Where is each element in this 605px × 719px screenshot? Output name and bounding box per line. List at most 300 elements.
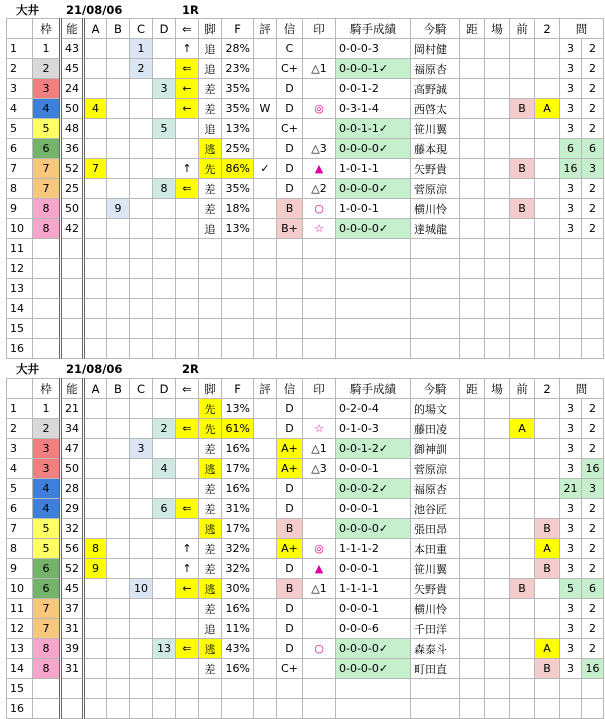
jockey-record: 0-0-0-1 [339,462,379,475]
row-number-cell: 10 [7,219,33,239]
hyo-cell [254,519,277,539]
column-header: 場 [485,379,510,399]
race-block-1 [6,0,598,355]
shirushi-cell [303,519,336,539]
arrow-cell [176,119,199,139]
column-header: 距 [460,19,485,39]
row-number-cell: 16 [7,339,33,359]
waku-cell: 2 [33,59,61,79]
kan2-cell: 2 [582,39,604,59]
c-cell [130,139,153,159]
check-icon: ✓ [378,122,389,135]
f-cell: 18% [222,199,254,219]
kyaku-cell [199,299,222,319]
ba-cell [485,659,510,679]
kan1-cell: 3 [560,639,582,659]
hyo-cell [254,439,277,459]
table-row[interactable] [7,659,604,679]
waku-cell: 7 [33,619,61,639]
jockey-record: 0-0-0-0 [339,222,379,235]
nou-cell: 52 [61,559,84,579]
nou-cell [61,299,84,319]
nou-cell: 43 [61,39,84,59]
f-cell: 35% [222,179,254,199]
mae-cell [510,439,535,459]
d-cell [153,39,176,59]
shin-cell [277,239,303,259]
kyori-cell [460,599,485,619]
table-row[interactable] [7,619,604,639]
b-cell [107,419,130,439]
table-row[interactable] [7,599,604,619]
table-row[interactable] [7,479,604,499]
nou-cell: 28 [61,479,84,499]
kyaku-cell: 差 [199,559,222,579]
column-header: A [84,19,107,39]
mae-cell [510,119,535,139]
hyo-cell [254,479,277,499]
column-header: 枠 [33,379,61,399]
d-cell: 3 [153,79,176,99]
f-cell: 13% [222,399,254,419]
c-cell: 10 [130,579,153,599]
seiseki-cell [336,259,411,279]
hyo-cell [254,579,277,599]
nou-cell: 29 [61,499,84,519]
kyori-cell [460,579,485,599]
b-cell [107,39,130,59]
nou-cell: 50 [61,459,84,479]
nou-cell: 32 [61,519,84,539]
kan2-cell: 6 [582,139,604,159]
arrow-cell [176,199,199,219]
ba-cell [485,599,510,619]
check-icon: ✓ [378,222,389,235]
jockey-record: 1-1-1-1 [339,582,379,595]
column-header: 騎手成績 [336,19,411,39]
table-row[interactable] [7,179,604,199]
waku-cell: 8 [33,659,61,679]
mae-cell [510,459,535,479]
shin-cell [277,279,303,299]
table-row[interactable] [7,519,604,539]
arrow-cell [176,259,199,279]
shin-cell: D [277,179,303,199]
kan1-cell: 3 [560,79,582,99]
shin-cell [277,299,303,319]
d-cell [153,559,176,579]
hyo-cell [254,339,277,359]
kyori-cell [460,519,485,539]
table-row[interactable] [7,339,604,359]
c-cell [130,559,153,579]
column-header: 間 [560,379,604,399]
ba-cell [485,299,510,319]
check-icon: ✓ [378,442,389,455]
b-cell [107,439,130,459]
kyori-cell [460,239,485,259]
table-row[interactable] [7,139,604,159]
shin-cell: D [277,619,303,639]
row-number-cell: 13 [7,279,33,299]
waku-cell: 7 [33,599,61,619]
kan1-cell: 21 [560,479,582,499]
kan1-cell: 3 [560,439,582,459]
arrow-cell: ← [176,99,199,119]
ni-cell [535,59,560,79]
d-cell: 4 [153,459,176,479]
a-cell [84,399,107,419]
d-cell [153,239,176,259]
a-cell [84,619,107,639]
kyaku-cell: 逃 [199,519,222,539]
table-row[interactable] [7,79,604,99]
ni-cell: A [535,99,560,119]
kishu-cell: 岡村健 [411,39,460,59]
kyaku-cell: 差 [199,179,222,199]
column-header: 2 [535,19,560,39]
table-row[interactable] [7,499,604,519]
shin-cell: A+ [277,539,303,559]
f-cell: 16% [222,599,254,619]
column-header: ⇐ [176,379,199,399]
seiseki-cell [336,139,411,159]
hyo-cell [254,239,277,259]
table-row[interactable] [7,59,604,79]
d-cell [153,99,176,119]
waku-cell: 7 [33,179,61,199]
kan2-cell: 2 [582,99,604,119]
shirushi-cell [303,619,336,639]
shirushi-cell: ▲ [303,559,336,579]
kan1-cell [560,239,582,259]
table-row[interactable] [7,539,604,559]
ni-cell: A [535,539,560,559]
column-header: 今騎 [411,379,460,399]
seiseki-cell [336,499,411,519]
f-cell: 16% [222,439,254,459]
table-row[interactable] [7,459,604,479]
check-icon: ✓ [378,482,389,495]
arrow-cell: ⇐ [176,179,199,199]
kyori-cell [460,339,485,359]
d-cell: 5 [153,119,176,139]
table-row[interactable] [7,679,604,699]
kishu-cell: 的場文 [411,399,460,419]
arrow-cell: ← [176,579,199,599]
column-header: 枠 [33,19,61,39]
d-cell [153,259,176,279]
table-row[interactable] [7,639,604,659]
a-cell [84,579,107,599]
table-row[interactable] [7,119,604,139]
shirushi-cell: ○ [303,199,336,219]
mae-cell [510,219,535,239]
mae-cell [510,539,535,559]
c-cell [130,219,153,239]
a-cell [84,79,107,99]
table-row[interactable] [7,159,604,179]
mae-cell [510,479,535,499]
column-header: 印 [303,379,336,399]
d-cell [153,439,176,459]
d-cell [153,339,176,359]
row-number-cell: 14 [7,659,33,679]
kishu-cell: 藤田凌 [411,419,460,439]
c-cell [130,259,153,279]
kan1-cell: 3 [560,59,582,79]
mae-cell [510,519,535,539]
nou-cell: 48 [61,119,84,139]
d-cell [153,159,176,179]
c-cell [130,79,153,99]
shin-cell: D [277,99,303,119]
shin-cell: D [277,79,303,99]
shirushi-cell [303,279,336,299]
kyaku-cell: 差 [199,439,222,459]
c-cell [130,199,153,219]
column-header: 評 [254,19,277,39]
column-header: D [153,19,176,39]
arrow-cell [176,599,199,619]
table-row[interactable] [7,399,604,419]
arrow-cell: ↑ [176,559,199,579]
ba-cell [485,59,510,79]
b-cell [107,599,130,619]
kishu-cell [411,299,460,319]
b-cell [107,99,130,119]
seiseki-cell [336,319,411,339]
arrow-cell [176,139,199,159]
f-cell: 35% [222,79,254,99]
shirushi-cell: ☆ [303,219,336,239]
row-number-cell: 2 [7,59,33,79]
b-cell [107,179,130,199]
kishu-cell [411,279,460,299]
kan1-cell [560,259,582,279]
hyo-cell [254,639,277,659]
arrow-cell: ↑ [176,159,199,179]
kyori-cell [460,419,485,439]
kishu-cell [411,679,460,699]
ni-cell [535,79,560,99]
kishu-cell: 横川怜 [411,199,460,219]
nou-cell [61,679,84,699]
kan2-cell: 2 [582,619,604,639]
f-cell: 86% [222,159,254,179]
table-row[interactable] [7,319,604,339]
shirushi-cell [303,599,336,619]
ba-cell [485,159,510,179]
row-number-cell: 12 [7,619,33,639]
kyaku-cell: 差 [199,499,222,519]
jockey-record: 0-0-0-0 [339,142,379,155]
ni-cell [535,499,560,519]
row-number-cell: 7 [7,519,33,539]
d-cell [153,619,176,639]
check-icon: ✓ [378,142,389,155]
kan2-cell: 6 [582,579,604,599]
kyaku-cell: 差 [199,79,222,99]
c-cell [130,599,153,619]
shirushi-cell: ◎ [303,539,336,559]
hyo-cell [254,279,277,299]
d-cell: 6 [153,499,176,519]
c-cell [130,479,153,499]
table-row[interactable] [7,579,604,599]
arrow-cell: ↑ [176,39,199,59]
jockey-record: 0-0-0-1 [339,562,379,575]
kan1-cell: 3 [560,499,582,519]
nou-cell: 31 [61,619,84,639]
hyo-cell [254,219,277,239]
ni-cell [535,279,560,299]
table-row[interactable] [7,99,604,119]
kishu-cell: 高野誠 [411,79,460,99]
arrow-cell [176,659,199,679]
column-header: 信 [277,379,303,399]
row-number-cell: 4 [7,459,33,479]
b-cell [107,219,130,239]
shirushi-cell [303,259,336,279]
kan2-cell [582,279,604,299]
kan2-cell [582,339,604,359]
nou-cell: 45 [61,579,84,599]
arrow-cell: ⇐ [176,419,199,439]
f-cell: 43% [222,639,254,659]
table-row[interactable] [7,239,604,259]
kan2-cell [582,259,604,279]
kan1-cell: 3 [560,659,582,679]
column-header: 間 [560,19,604,39]
ni-cell [535,479,560,499]
nou-cell [61,239,84,259]
seiseki-cell [336,579,411,599]
kan1-cell [560,339,582,359]
d-cell [153,599,176,619]
mae-cell [510,639,535,659]
d-cell [153,59,176,79]
table-row[interactable] [7,39,604,59]
c-cell [130,519,153,539]
table-row[interactable] [7,279,604,299]
kishu-cell: 町田直 [411,659,460,679]
c-cell [130,619,153,639]
b-cell [107,559,130,579]
kan1-cell: 3 [560,219,582,239]
kan2-cell: 2 [582,79,604,99]
race-table [6,18,604,359]
ba-cell [485,259,510,279]
jockey-record: 0-0-0-0 [339,662,379,675]
table-row[interactable] [7,259,604,279]
jockey-record: 0-0-0-0 [339,522,379,535]
shirushi-cell: △1 [303,439,336,459]
c-cell [130,459,153,479]
kyaku-cell: 差 [199,99,222,119]
ba-cell [485,239,510,259]
table-row[interactable] [7,219,604,239]
row-number-cell: 1 [7,399,33,419]
shirushi-cell: ◎ [303,99,336,119]
ba-cell [485,619,510,639]
a-cell: 8 [84,539,107,559]
kan1-cell: 16 [560,159,582,179]
kan1-cell: 3 [560,599,582,619]
table-row[interactable] [7,439,604,459]
race-table [6,378,604,719]
check-icon: ✓ [378,182,389,195]
b-cell [107,499,130,519]
kan1-cell: 3 [560,399,582,419]
arrow-cell [176,339,199,359]
jockey-record: 0-1-0-3 [339,422,379,435]
mae-cell [510,259,535,279]
row-number-cell: 7 [7,159,33,179]
jockey-record: 0-0-0-0 [339,182,379,195]
shin-cell: D [277,399,303,419]
table-row[interactable] [7,559,604,579]
waku-cell: 8 [33,639,61,659]
c-cell [130,319,153,339]
kyori-cell [460,559,485,579]
nou-cell: 52 [61,159,84,179]
ba-cell [485,99,510,119]
shirushi-cell: △3 [303,459,336,479]
table-row[interactable] [7,299,604,319]
arrow-cell [176,459,199,479]
c-cell [130,299,153,319]
c-cell [130,119,153,139]
waku-cell: 2 [33,419,61,439]
ba-cell [485,579,510,599]
ba-cell [485,539,510,559]
d-cell [153,299,176,319]
f-cell [222,319,254,339]
shirushi-cell [303,299,336,319]
shin-cell [277,259,303,279]
kishu-cell: 福原杏 [411,59,460,79]
mae-cell [510,39,535,59]
table-row[interactable] [7,419,604,439]
shin-cell: C [277,39,303,59]
kan2-cell: 2 [582,219,604,239]
race-date: 21/08/06 [66,3,123,17]
ba-cell [485,639,510,659]
table-row[interactable] [7,199,604,219]
jockey-record: 1-1-1-2 [339,542,379,555]
hyo-cell [254,659,277,679]
ni-cell [535,319,560,339]
hyo-cell [254,679,277,699]
column-header: D [153,379,176,399]
shirushi-cell [303,659,336,679]
f-cell: 13% [222,119,254,139]
seiseki-cell [336,479,411,499]
jockey-record: 0-0-0-3 [339,42,379,55]
shirushi-cell [303,119,336,139]
kyori-cell [460,499,485,519]
hyo-cell [254,119,277,139]
row-number-cell: 5 [7,119,33,139]
shin-cell: C+ [277,119,303,139]
ba-cell [485,459,510,479]
a-cell: 4 [84,99,107,119]
f-cell: 17% [222,459,254,479]
nou-cell: 56 [61,539,84,559]
a-cell [84,219,107,239]
ni-cell [535,159,560,179]
